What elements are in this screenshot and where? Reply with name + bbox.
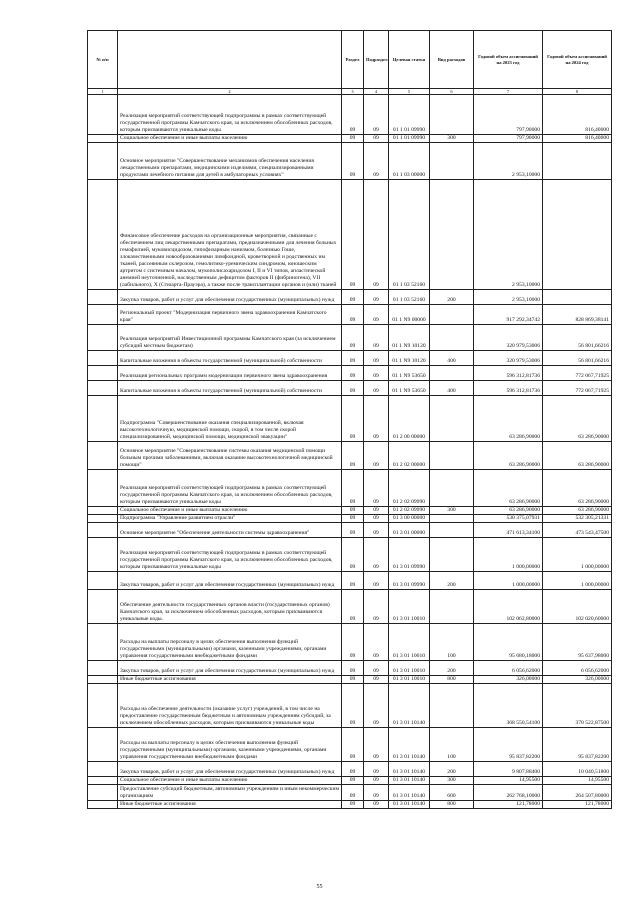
row-name: Реализация мероприятий Инвестиционной программы Камчатского края (за исключением субсидий местным бюджетам) [118,325,342,351]
table-row [88,624,612,661]
row-expense-type [430,470,474,507]
row-target-article: 01 1 N9 10120 [389,351,430,366]
row-amount-2023: 596 312,81736 [474,381,543,396]
row-expense-type [430,523,474,538]
row-expense-type: 200 [430,572,474,590]
row-amount-2024: 772 067,71925 [543,381,612,396]
table-row [88,325,612,351]
row-podrazdel: 09 [364,507,389,515]
row-amount-2024: 816,40000 [543,95,612,135]
column-index: 3 [342,89,364,95]
row-amount-2024: 56 801,66216 [543,351,612,366]
row-podrazdel: 09 [364,785,389,801]
row-target-article: 01 3 01 10140 [389,728,430,762]
row-razdel: 09 [342,305,364,325]
row-razdel: 09 [342,728,364,762]
row-name: Предоставление субсидий бюджетным, автономным учреждениям и иным некоммерческим организациям [118,785,342,801]
row-razdel: 09 [342,676,364,684]
row-num [88,305,118,325]
row-amount-2023: 320 979,53006 [474,325,543,351]
row-amount-2024: 102 020,60000 [543,590,612,624]
row-num [88,676,118,684]
row-name: Реализация мероприятий соответствующей подпрограммы в рамках соответствующей государственной программы Камчатского края, за исключением обособленных расходов, которым присваиваются уникальные коды [118,95,342,135]
column-index: 4 [364,89,389,95]
row-amount-2023: 530 375,07931 [474,515,543,523]
row-target-article: 01 2 02 00000 [389,442,430,470]
row-num [88,95,118,135]
row-name: Капитальные вложения в объекты государственной (муниципальной) собственности [118,351,342,366]
row-expense-type [430,366,474,381]
row-num [88,290,118,305]
table-row [88,305,612,325]
row-razdel: 09 [342,95,364,135]
row-razdel: 09 [342,777,364,785]
row-amount-2023: 797,90000 [474,135,543,143]
row-target-article: 01 1 03 00000 [389,143,430,180]
row-target-article: 01 1 N9 53650 [389,366,430,381]
row-amount-2023: 6 056,62000 [474,661,543,676]
row-num [88,515,118,523]
row-amount-2024 [543,180,612,290]
row-razdel: 09 [342,523,364,538]
row-expense-type [430,143,474,180]
row-podrazdel: 09 [364,572,389,590]
row-podrazdel: 09 [364,523,389,538]
row-name: Закупка товаров, работ и услуг для обеспечения государственных (муниципальных) нужд [118,572,342,590]
row-podrazdel: 09 [364,180,389,290]
column-index: 1 [88,89,118,95]
row-amount-2023: 2 953,10000 [474,290,543,305]
row-target-article: 01 2 02 09990 [389,470,430,507]
row-num [88,728,118,762]
row-podrazdel: 09 [364,515,389,523]
row-expense-type: 300 [430,777,474,785]
row-amount-2024: 121,78000 [543,801,612,809]
row-num [88,470,118,507]
row-podrazdel: 09 [364,777,389,785]
row-num [88,762,118,777]
table-row [88,684,612,728]
row-num [88,801,118,809]
row-expense-type [430,95,474,135]
row-razdel: 09 [342,538,364,572]
row-amount-2024: 56 801,66216 [543,325,612,351]
row-amount-2023: 2 953,10000 [474,180,543,290]
table-row [88,180,612,290]
row-expense-type [430,325,474,351]
row-num [88,624,118,661]
row-amount-2024: 264 507,80000 [543,785,612,801]
row-amount-2023: 797,90000 [474,95,543,135]
row-razdel: 09 [342,515,364,523]
row-amount-2023: 596 312,81736 [474,366,543,381]
table-row [88,135,612,143]
column-index: 6 [430,89,474,95]
row-amount-2024: 10 040,51800 [543,762,612,777]
table-row [88,442,612,470]
row-num [88,366,118,381]
header-year-2023: Годовой объем ассигнований на 2023 год [474,31,543,89]
row-target-article: 01 3 01 10140 [389,801,430,809]
row-amount-2023: 471 613,34100 [474,523,543,538]
row-amount-2024: 14,95500 [543,777,612,785]
row-name: Реализация мероприятий соответствующей подпрограммы в рамках соответствующей государственной программы Камчатского края, за исключением обособленных расходов, которым присваиваются уникальные коды [118,538,342,572]
row-name: Реализация мероприятий соответствующей подпрограммы в рамках соответствующей государственной программы Камчатского края, за исключением обособленных расходов, которым присваиваются уникальные коды [118,470,342,507]
column-index: 7 [474,89,543,95]
header-razdel: Раздел [342,31,364,89]
row-expense-type: 200 [430,290,474,305]
row-name: Основное мероприятие "Совершенствование механизмов обеспечения населения лекарственными препаратами, медицинскими изделиями, специализированными продуктами лечебного питания для детей в амбулаторных условиях" [118,143,342,180]
row-num [88,684,118,728]
row-name: Финансовое обеспечение расходов на организационные мероприятия, связанные с обеспечением лиц лекарственными препаратами, предназначенными для лечения больных гемофилией, муковисцидозом, гипофизарным нанизмом, болезнью Гоше, злокачественными новообразованиями лимфоидной, кроветворной и родственных им тканей, рассеянным склерозом, гемолитико-уремическим синдромом, юношеским артритом с системным началом, мукополисахаридозом I, II и VI типов, апластической анемией неуточненной, наследственным дефицитом факторов II (фибриногена), VII (лабильного), X (Стюарта-Прауэра), а также после трансплантации органов и (или) тканей [118,180,342,290]
row-expense-type [430,515,474,523]
row-podrazdel: 09 [364,442,389,470]
row-amount-2024: 772 067,71925 [543,366,612,381]
row-podrazdel: 09 [364,135,389,143]
row-podrazdel: 09 [364,728,389,762]
row-razdel: 09 [342,180,364,290]
row-amount-2023: 2 953,10000 [474,143,543,180]
row-expense-type [430,538,474,572]
row-razdel: 09 [342,135,364,143]
header-podrazdel: Подраздел [364,31,389,89]
row-expense-type: 800 [430,676,474,684]
row-amount-2023: 121,78000 [474,801,543,809]
table-row [88,572,612,590]
row-expense-type [430,684,474,728]
row-amount-2023: 102 062,80000 [474,590,543,624]
row-podrazdel: 09 [364,396,389,442]
row-amount-2023: 1 000,00000 [474,572,543,590]
row-name: Реализация региональных программ модернизации первичного звена здравоохранения [118,366,342,381]
row-expense-type [430,590,474,624]
row-podrazdel: 09 [364,305,389,325]
row-target-article: 01 2 00 00000 [389,396,430,442]
row-podrazdel: 09 [364,676,389,684]
row-target-article: 01 1 03 52160 [389,180,430,290]
row-expense-type: 300 [430,507,474,515]
column-index: 8 [543,89,612,95]
table-row [88,95,612,135]
row-razdel: 09 [342,325,364,351]
row-amount-2023: 917 292,34742 [474,305,543,325]
row-amount-2024: 95 637,98000 [543,624,612,661]
row-name: Подпрограмма "Совершенствование оказания специализированной, включая высокотехнологичную, медицинской помощи, скорой, в том числе скорой специализированной, медицинской помощи, медицинской эвакуации" [118,396,342,442]
row-amount-2023: 14,95500 [474,777,543,785]
row-amount-2023: 63 286,90000 [474,396,543,442]
header-target-article: Целевая статья [389,31,430,89]
row-amount-2023: 63 286,90000 [474,470,543,507]
table-row [88,396,612,442]
table-row [88,507,612,515]
row-num [88,351,118,366]
row-target-article: 01 3 01 09990 [389,538,430,572]
row-name: Закупка товаров, работ и услуг для обеспечения государственных (муниципальных) нужд [118,290,342,305]
row-name: Расходы на обеспечение деятельности (оказание услуг) учреждений, в том числе на предоставление государственным бюджетным и автономным учреждениям субсидий, за исключением обособленных расходов, которым присваиваются уникальные коды [118,684,342,728]
row-expense-type: 600 [430,785,474,801]
row-num [88,381,118,396]
row-num [88,507,118,515]
row-num [88,442,118,470]
row-name: Иные бюджетные ассигнования [118,676,342,684]
table-row [88,728,612,762]
row-num [88,396,118,442]
row-amount-2024: 828 869,38141 [543,305,612,325]
table-body [88,95,612,809]
row-amount-2024: 1 000,00000 [543,538,612,572]
row-amount-2024: 95 837,82200 [543,728,612,762]
row-razdel: 09 [342,290,364,305]
row-target-article: 01 1 N9 10120 [389,325,430,351]
row-amount-2023: 63 286,90000 [474,442,543,470]
row-target-article: 01 3 01 09990 [389,572,430,590]
row-amount-2024: 1 000,00000 [543,572,612,590]
row-razdel: 09 [342,762,364,777]
header-name [118,31,342,89]
table-row [88,590,612,624]
row-podrazdel: 09 [364,351,389,366]
table-row [88,351,612,366]
row-num [88,785,118,801]
row-podrazdel: 09 [364,538,389,572]
row-amount-2024: 816,40000 [543,135,612,143]
row-amount-2023: 1 000,00000 [474,538,543,572]
row-amount-2023: 95 837,82200 [474,728,543,762]
row-name: Подпрограмма "Управление развитием отрасли" [118,515,342,523]
row-num [88,135,118,143]
row-target-article: 01 1 03 52160 [389,290,430,305]
row-amount-2023: 63 286,90000 [474,507,543,515]
row-amount-2024 [543,290,612,305]
row-razdel: 09 [342,396,364,442]
row-expense-type: 200 [430,762,474,777]
row-name: Социальное обеспечение и иные выплаты населению [118,135,342,143]
row-amount-2023: 262 768,10000 [474,785,543,801]
row-razdel: 09 [342,572,364,590]
row-target-article: 01 3 01 10010 [389,661,430,676]
row-amount-2023: 368 550,54100 [474,684,543,728]
table-row [88,470,612,507]
row-target-article: 01 2 02 09990 [389,507,430,515]
row-podrazdel: 09 [364,801,389,809]
table-row [88,366,612,381]
row-podrazdel: 09 [364,325,389,351]
row-name: Основное мероприятие "Совершенствование системы оказания медицинской помощи больным прочими заболеваниями, включая оказание высокотехнологичной медицинской помощи" [118,442,342,470]
column-index: 5 [389,89,430,95]
row-razdel: 09 [342,661,364,676]
row-amount-2024 [543,143,612,180]
row-name: Обеспечение деятельности государственных органов власти (государственных органов) Камчатского края, за исключением обособленных расходов, которым присваиваются уникальные коды. [118,590,342,624]
table-row [88,801,612,809]
row-amount-2023: 320 979,53006 [474,351,543,366]
row-amount-2024: 63 286,90000 [543,396,612,442]
row-razdel: 09 [342,624,364,661]
row-podrazdel: 09 [364,684,389,728]
row-target-article: 01 1 01 09990 [389,95,430,135]
table-row [88,515,612,523]
header-expense-type: Вид расходов [430,31,474,89]
row-target-article: 01 3 01 10140 [389,777,430,785]
row-name: Основное мероприятие "Обеспечение деятельности системы здравоохранения" [118,523,342,538]
budget-table [87,30,612,809]
row-amount-2024: 63 286,90000 [543,470,612,507]
row-num [88,590,118,624]
row-razdel: 09 [342,366,364,381]
row-amount-2023: 95 680,18000 [474,624,543,661]
row-target-article: 01 3 01 10140 [389,762,430,777]
row-name: Капитальные вложения в объекты государственной (муниципальной) собственности [118,381,342,396]
row-razdel: 09 [342,785,364,801]
row-amount-2024: 473 543,47500 [543,523,612,538]
row-num [88,777,118,785]
row-amount-2023: 326,00000 [474,676,543,684]
row-razdel: 09 [342,143,364,180]
row-name: Закупка товаров, работ и услуг для обеспечения государственных (муниципальных) нужд [118,762,342,777]
row-podrazdel: 09 [364,95,389,135]
table-row [88,143,612,180]
row-amount-2024: 326,00000 [543,676,612,684]
table-row [88,381,612,396]
row-num [88,572,118,590]
row-amount-2024: 370 522,87500 [543,684,612,728]
row-expense-type [430,442,474,470]
table-row [88,523,612,538]
row-num [88,523,118,538]
page-number: 55 [316,884,323,890]
row-name: Закупка товаров, работ и услуг для обеспечения государственных (муниципальных) нужд [118,661,342,676]
row-amount-2024: 63 286,90000 [543,507,612,515]
row-razdel: 09 [342,684,364,728]
row-target-article: 01 3 01 10010 [389,590,430,624]
row-num [88,538,118,572]
row-target-article: 01 1 N9 53650 [389,381,430,396]
header-num: № п/п [88,31,118,89]
row-target-article: 01 3 01 10140 [389,684,430,728]
table-row [88,290,612,305]
table-row [88,785,612,801]
row-name: Социальное обеспечение и иные выплаты населению [118,507,342,515]
row-target-article: 01 3 01 10010 [389,676,430,684]
row-podrazdel: 09 [364,661,389,676]
row-expense-type: 400 [430,381,474,396]
row-num [88,661,118,676]
row-amount-2023: 9 807,88400 [474,762,543,777]
row-name: Иные бюджетные ассигнования [118,801,342,809]
row-expense-type [430,180,474,290]
row-razdel: 09 [342,470,364,507]
row-target-article: 01 3 01 10010 [389,624,430,661]
row-amount-2024: 532 305,21331 [543,515,612,523]
row-expense-type: 300 [430,135,474,143]
table-header-row [88,31,612,89]
row-podrazdel: 09 [364,470,389,507]
row-expense-type [430,305,474,325]
row-razdel: 09 [342,801,364,809]
table-row [88,676,612,684]
row-razdel: 09 [342,590,364,624]
header-year-2024: Годовой объем ассигнований на 2024 год [543,31,612,89]
row-podrazdel: 09 [364,624,389,661]
row-amount-2024: 6 056,62000 [543,661,612,676]
table-row [88,762,612,777]
row-razdel: 09 [342,381,364,396]
row-expense-type: 200 [430,661,474,676]
row-num [88,325,118,351]
row-name: Региональный проект "Модернизация первичного звена здравоохранения Камчатского края" [118,305,342,325]
row-expense-type: 400 [430,351,474,366]
table-row [88,661,612,676]
row-target-article: 01 1 01 09990 [389,135,430,143]
row-amount-2024: 63 286,90000 [543,442,612,470]
table-row [88,538,612,572]
row-razdel: 09 [342,351,364,366]
table-row [88,777,612,785]
row-podrazdel: 09 [364,381,389,396]
column-index: 2 [118,89,342,95]
row-expense-type: 100 [430,624,474,661]
row-name: Расходы на выплаты персоналу в целях обеспечения выполнения функций государственными (муниципальными) органами, казенными учреждениями, органами управления государственными внебюджетными фондами [118,624,342,661]
row-razdel: 09 [342,442,364,470]
row-target-article: 01 3 01 00000 [389,523,430,538]
row-num [88,143,118,180]
row-expense-type: 100 [430,728,474,762]
row-expense-type: 800 [430,801,474,809]
row-target-article: 01 3 01 10140 [389,785,430,801]
row-podrazdel: 09 [364,290,389,305]
row-razdel: 09 [342,507,364,515]
row-expense-type [430,396,474,442]
row-podrazdel: 09 [364,762,389,777]
row-name: Социальное обеспечение и иные выплаты населению [118,777,342,785]
row-podrazdel: 09 [364,590,389,624]
row-name: Расходы на выплаты персоналу в целях обеспечения выполнения функций государственными (муниципальными) органами, казенными учреждениями, органами управления государственными внебюджетными фондами [118,728,342,762]
row-target-article: 01 3 00 00000 [389,515,430,523]
row-podrazdel: 09 [364,143,389,180]
row-podrazdel: 09 [364,366,389,381]
row-num [88,180,118,290]
row-target-article: 01 1 N9 00000 [389,305,430,325]
